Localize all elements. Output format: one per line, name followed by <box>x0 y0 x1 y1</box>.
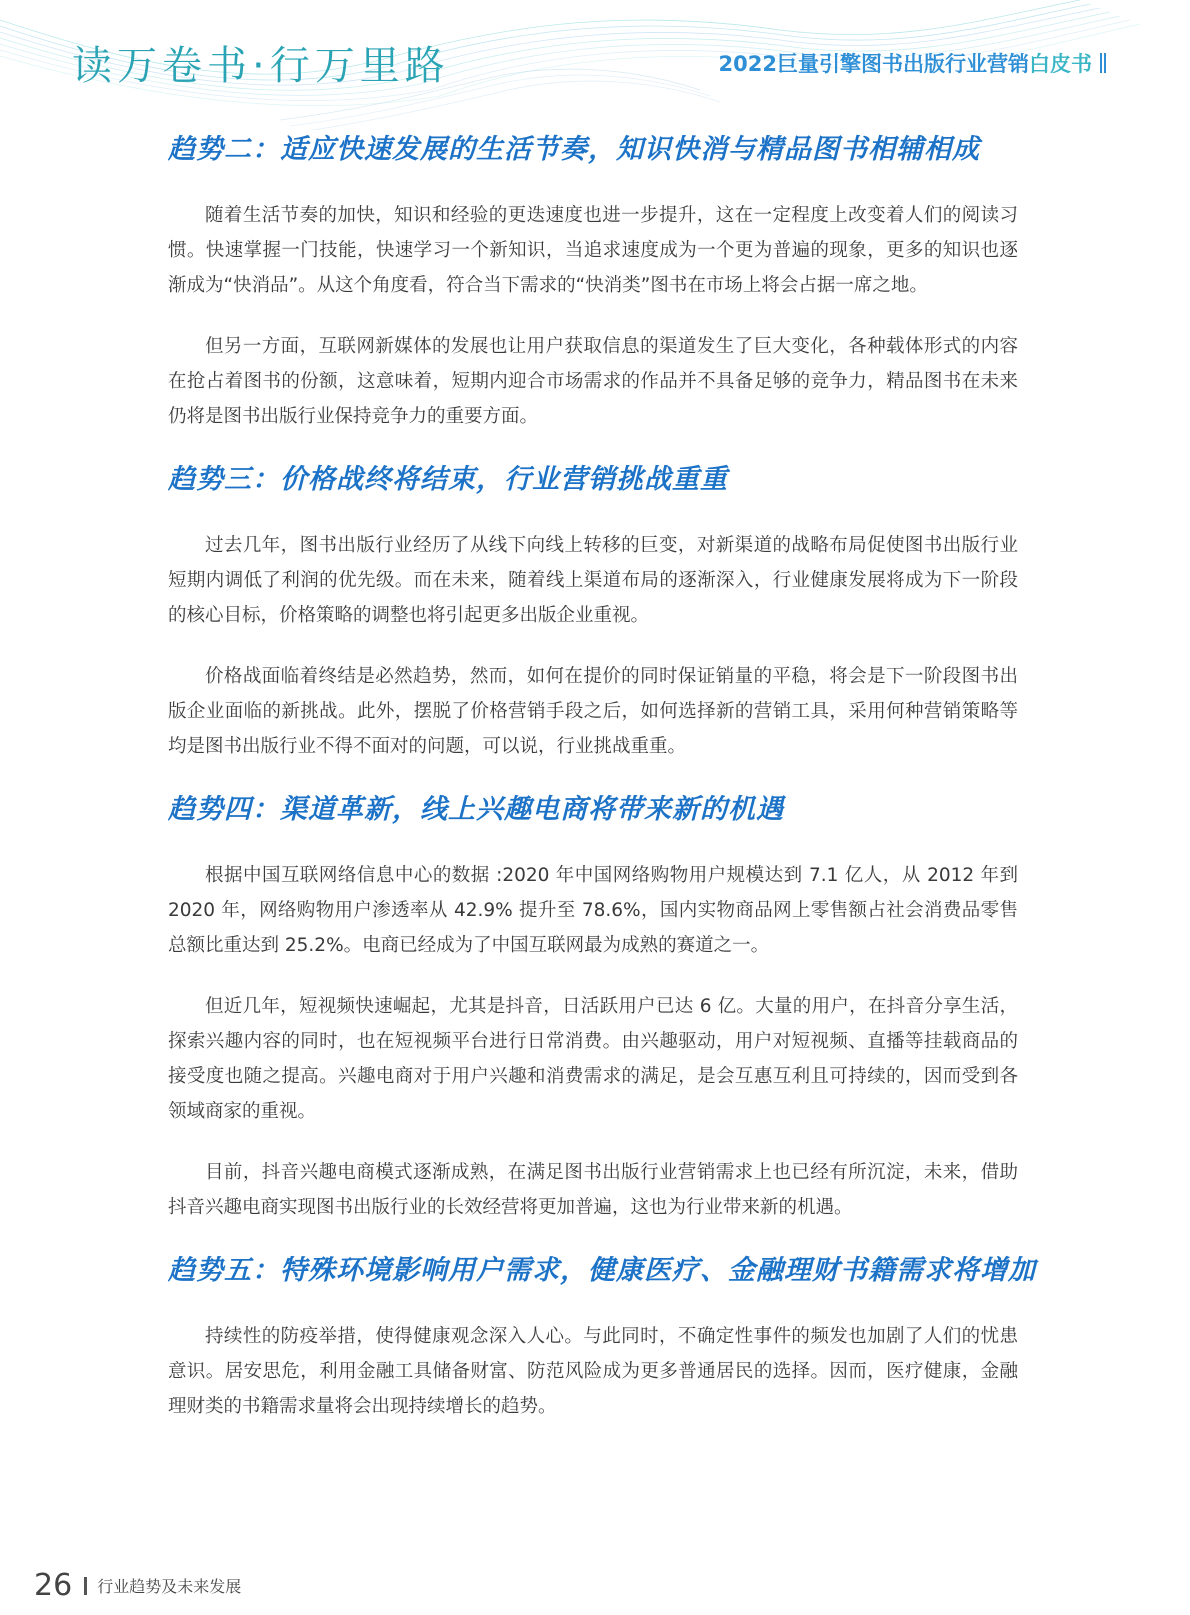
footer-section-label: 行业趋势及未来发展 <box>97 1577 242 1596</box>
paragraph: 过去几年，图书出版行业经历了从线下向线上转移的巨变，对新渠道的战略布局促使图书出版行业短期内调低了利润的优先级。而在未来，随着线上渠道布局的逐渐深入，行业健康发展将成为下一阶段的核心目标，价格策略的调整也将引起更多出版企业重视。 <box>168 535 1018 626</box>
section-heading: 趋势五：特殊环境影响用户需求，健康医疗、金融理财书籍需求将增加 <box>168 1255 1036 1286</box>
paragraph: 但另一方面，互联网新媒体的发展也让用户获取信息的渠道发生了巨大变化，各种载体形式的内容在抢占着图书的份额，这意味着，短期内迎合市场需求的作品并不具备足够的竞争力，精品图书在未来仍将是图书出版行业保持竞争力的重要方面。 <box>168 336 1018 427</box>
section-trend-5 <box>168 1251 1036 1424</box>
footer-divider <box>84 1577 87 1595</box>
section-trend-3 <box>168 460 1018 764</box>
paragraph: 随着生活节奏的加快，知识和经验的更迭速度也进一步提升，这在一定程度上改变着人们的阅读习惯。快速掌握一门技能，快速学习一个新知识，当追求速度成为一个更为普遍的现象，更多的知识也逐渐成为“快消品”。从这个角度看，符合当下需求的“快消类”图书在市场上将会占据一席之地。 <box>168 205 1018 296</box>
section-trend-2 <box>168 130 1018 434</box>
page-footer <box>34 1568 241 1603</box>
paragraph: 价格战面临着终结是必然趋势，然而，如何在提价的同时保证销量的平稳，将会是下一阶段图书出版企业面临的新挑战。此外，摆脱了价格营销手段之后，如何选择新的营销工具，采用何种营销策略等均是图书出版行业不得不面对的问题，可以说，行业挑战重重。 <box>168 666 1018 757</box>
section-heading: 趋势二：适应快速发展的生活节奏，知识快消与精品图书相辅相成 <box>168 134 980 165</box>
section-heading: 趋势四：渠道革新，线上兴趣电商将带来新的机遇 <box>168 794 784 825</box>
page-number: 26 <box>34 1568 73 1603</box>
brand-slogan: 读万卷书·行万里路 <box>72 43 450 89</box>
paragraph: 根据中国互联网络信息中心的数据 :2020 年中国网络购物用户规模达到 7.1 亿人，从 2012 年到 2020 年，网络购物用户渗透率从 42.9% 提升至 78.6%，国内实物商品网上零售额占社会消费品零售总额比重达到 25.2%。电商已经成为了中国互联网最为成熟的赛道之一。 <box>168 865 1018 956</box>
section-heading: 趋势三：价格战终将结束，行业营销挑战重重 <box>168 464 728 495</box>
section-trend-4 <box>168 790 1018 1225</box>
paragraph: 但近几年，短视频快速崛起，尤其是抖音，日活跃用户已达 6 亿。大量的用户，在抖音分享生活，探索兴趣内容的同时，也在短视频平台进行日常消费。由兴趣驱动，用户对短视频、直播等挂载商品的接受度也随之提高。兴趣电商对于用户兴趣和消费需求的满足，是会互惠互利且可持续的，因而受到各领域商家的重视。 <box>168 996 1018 1122</box>
main-content <box>168 130 1036 1450</box>
report-title-highlight: 白皮书 <box>1029 52 1092 76</box>
paragraph: 持续性的防疫举措，使得健康观念深入人心。与此同时，不确定性事件的频发也加剧了人们的忧患意识。居安思危，利用金融工具储备财富、防范风险成为更多普通居民的选择。因而，医疗健康，金融理财类的书籍需求量将会出现持续增长的趋势。 <box>168 1326 1018 1417</box>
report-title-main: 2022巨量引擎图书出版行业营销 <box>718 52 1029 76</box>
paragraph: 目前，抖音兴趣电商模式逐渐成熟，在满足图书出版行业营销需求上也已经有所沉淀，未来，借助抖音兴趣电商实现图书出版行业的长效经营将更加普遍，这也为行业带来新的机遇。 <box>168 1162 1018 1218</box>
report-title <box>719 48 1106 78</box>
title-bars-icon <box>1098 53 1106 78</box>
